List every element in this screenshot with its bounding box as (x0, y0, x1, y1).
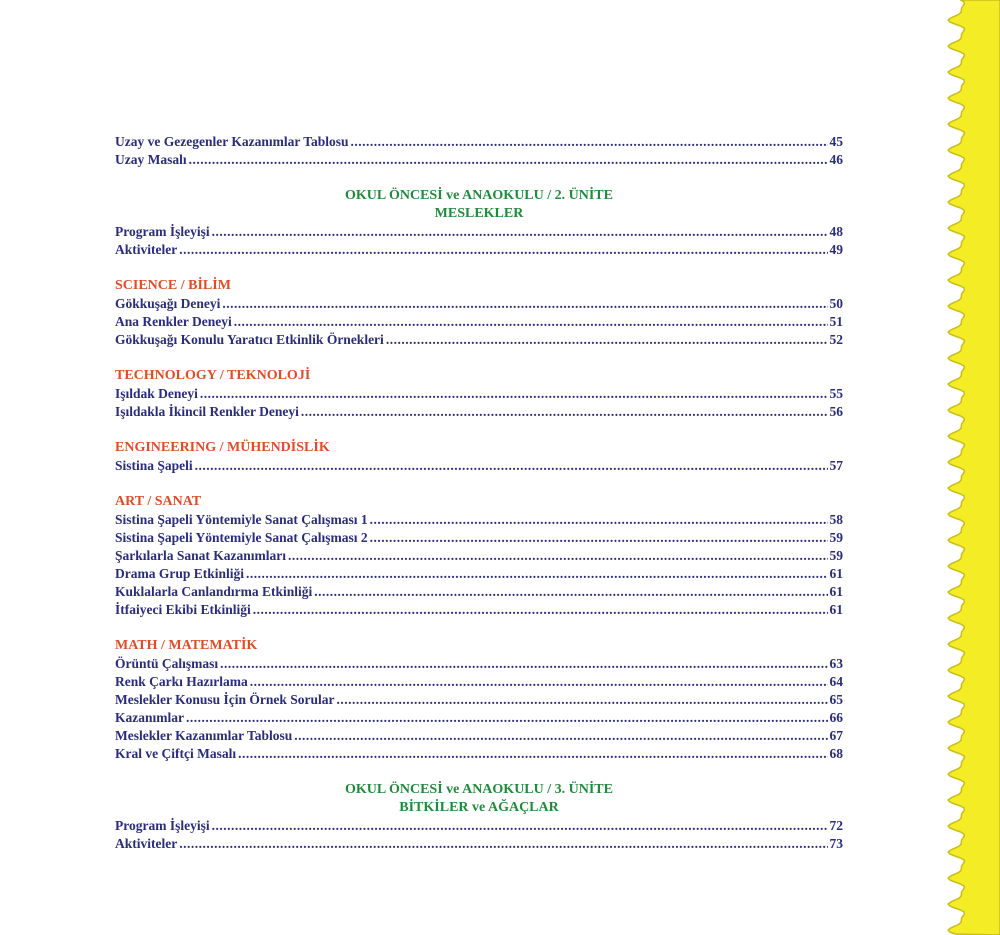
toc-entry[interactable] (115, 133, 843, 151)
toc-entry-page-number: 48 (829, 224, 843, 239)
toc-entry-title: Şarkılarla Sanat Kazanımları (115, 548, 287, 563)
dot-leader (234, 313, 828, 331)
toc-entry-page-number: 58 (829, 512, 843, 527)
dot-leader (301, 403, 828, 421)
dot-leader (253, 601, 828, 619)
dot-leader (220, 655, 827, 673)
dot-leader (314, 583, 827, 601)
toc-entry-title: Uzay Masalı (115, 152, 187, 167)
toc-entry-page-number: 52 (829, 332, 843, 347)
toc-entry[interactable] (115, 835, 843, 853)
toc-entry[interactable] (115, 565, 843, 583)
toc-entry-title: İtfaiyeci Ekibi Etkinliği (115, 602, 251, 617)
section-heading: MATH / MATEMATİK (115, 638, 258, 653)
toc-entry-title: Örüntü Çalışması (115, 656, 219, 671)
toc-entry-title: Gökkuşağı Deneyi (115, 296, 221, 311)
toc-entry-page-number: 73 (829, 836, 843, 851)
toc-entry[interactable] (115, 241, 843, 259)
toc-entry[interactable] (115, 529, 843, 547)
toc-entry-title: Meslekler Kazanımlar Tablosu (115, 728, 293, 743)
toc-entry-title: Program İşleyişi (115, 818, 210, 833)
unit-heading (115, 187, 843, 223)
toc-entry[interactable] (115, 223, 843, 241)
wavy-edge-shape (948, 0, 1000, 935)
toc-entry-page-number: 51 (829, 314, 843, 329)
toc-entry[interactable] (115, 745, 843, 763)
toc-entry-page-number: 50 (829, 296, 843, 311)
wavy-page-edge-decoration (940, 0, 1000, 935)
toc-entry-page-number: 56 (829, 404, 843, 419)
toc-entry-page-number: 63 (829, 656, 843, 671)
toc-entry-page-number: 68 (829, 746, 843, 761)
toc-entry[interactable] (115, 151, 843, 169)
dot-leader (200, 385, 828, 403)
toc-entry-title: Gökkuşağı Konulu Yaratıcı Etkinlik Örnekleri (115, 332, 384, 347)
section-heading: TECHNOLOGY / TEKNOLOJİ (115, 368, 311, 383)
dot-leader (186, 709, 828, 727)
section-heading: ART / SANAT (115, 494, 202, 509)
unit-heading-title: BİTKİLER ve AĞAÇLAR (399, 800, 559, 815)
dot-leader (288, 547, 827, 565)
toc-entry-page-number: 57 (829, 458, 843, 473)
dot-leader (179, 241, 827, 259)
dot-leader (212, 817, 828, 835)
dot-leader (238, 745, 827, 763)
toc-entry[interactable] (115, 601, 843, 619)
toc-entry[interactable] (115, 403, 843, 421)
toc-entry-page-number: 55 (829, 386, 843, 401)
toc-entry-page-number: 61 (829, 602, 843, 617)
toc-entry-page-number: 61 (829, 566, 843, 581)
table-of-contents (115, 133, 843, 853)
toc-entry-page-number: 67 (829, 728, 843, 743)
dot-leader (222, 295, 827, 313)
toc-entry[interactable] (115, 655, 843, 673)
unit-heading-line: OKUL ÖNCESİ ve ANAOKULU / 2. ÜNİTE (345, 188, 613, 203)
toc-entry-title: Işıldak Deneyi (115, 386, 198, 401)
dot-leader (189, 151, 828, 169)
toc-entry-title: Kral ve Çiftçi Masalı (115, 746, 237, 761)
toc-entry-page-number: 64 (829, 674, 843, 689)
dot-leader (195, 457, 828, 475)
toc-entry-title: Meslekler Konusu İçin Örnek Sorular (115, 692, 335, 707)
toc-entry-page-number: 46 (829, 152, 843, 167)
dot-leader (294, 727, 827, 745)
dot-leader (212, 223, 828, 241)
toc-entry[interactable] (115, 511, 843, 529)
dot-leader (370, 529, 828, 547)
toc-entry-title: Kuklalarla Canlandırma Etkinliği (115, 584, 313, 599)
toc-entry-page-number: 61 (829, 584, 843, 599)
toc-entry-page-number: 59 (829, 530, 843, 545)
toc-entry[interactable] (115, 295, 843, 313)
toc-entry-title: Sistina Şapeli (115, 458, 193, 473)
toc-entry-page-number: 72 (829, 818, 843, 833)
unit-heading-line: OKUL ÖNCESİ ve ANAOKULU / 3. ÜNİTE (345, 782, 613, 797)
toc-entry[interactable] (115, 691, 843, 709)
toc-entry-title: Kazanımlar (115, 710, 184, 725)
dot-leader (386, 331, 828, 349)
toc-entry-title: Drama Grup Etkinliği (115, 566, 245, 581)
dot-leader (370, 511, 828, 529)
section-heading: SCIENCE / BİLİM (115, 278, 231, 293)
dot-leader (337, 691, 828, 709)
toc-entry-page-number: 66 (829, 710, 843, 725)
toc-entry[interactable] (115, 331, 843, 349)
dot-leader (179, 835, 827, 853)
toc-entry-title: Renk Çarkı Hazırlama (115, 674, 248, 689)
toc-entry[interactable] (115, 709, 843, 727)
toc-entry-page-number: 59 (829, 548, 843, 563)
toc-entry[interactable] (115, 385, 843, 403)
toc-entry[interactable] (115, 313, 843, 331)
toc-entry-title: Sistina Şapeli Yöntemiyle Sanat Çalışması 1 (115, 512, 368, 527)
toc-entry-title: Aktiviteler (115, 242, 178, 257)
toc-entry-title: Uzay ve Gezegenler Kazanımlar Tablosu (115, 134, 349, 149)
toc-entry-page-number: 45 (829, 134, 843, 149)
toc-entry-title: Aktiviteler (115, 836, 178, 851)
toc-entry[interactable] (115, 583, 843, 601)
dot-leader (246, 565, 827, 583)
section-heading: ENGINEERING / MÜHENDİSLİK (115, 440, 330, 455)
toc-entry-title: Ana Renkler Deneyi (115, 314, 232, 329)
dot-leader (351, 133, 828, 151)
toc-entry[interactable] (115, 457, 843, 475)
toc-entry[interactable] (115, 727, 843, 745)
toc-entry[interactable] (115, 547, 843, 565)
toc-entry-page-number: 65 (829, 692, 843, 707)
unit-heading-title: MESLEKLER (434, 206, 524, 221)
toc-entry[interactable] (115, 673, 843, 691)
toc-entry-title: Sistina Şapeli Yöntemiyle Sanat Çalışması 2 (115, 530, 368, 545)
unit-heading (115, 781, 843, 817)
dot-leader (250, 673, 828, 691)
toc-entry-page-number: 49 (829, 242, 843, 257)
toc-entry-title: Program İşleyişi (115, 224, 210, 239)
toc-entry[interactable] (115, 817, 843, 835)
toc-entry-title: Işıldakla İkincil Renkler Deneyi (115, 404, 299, 419)
